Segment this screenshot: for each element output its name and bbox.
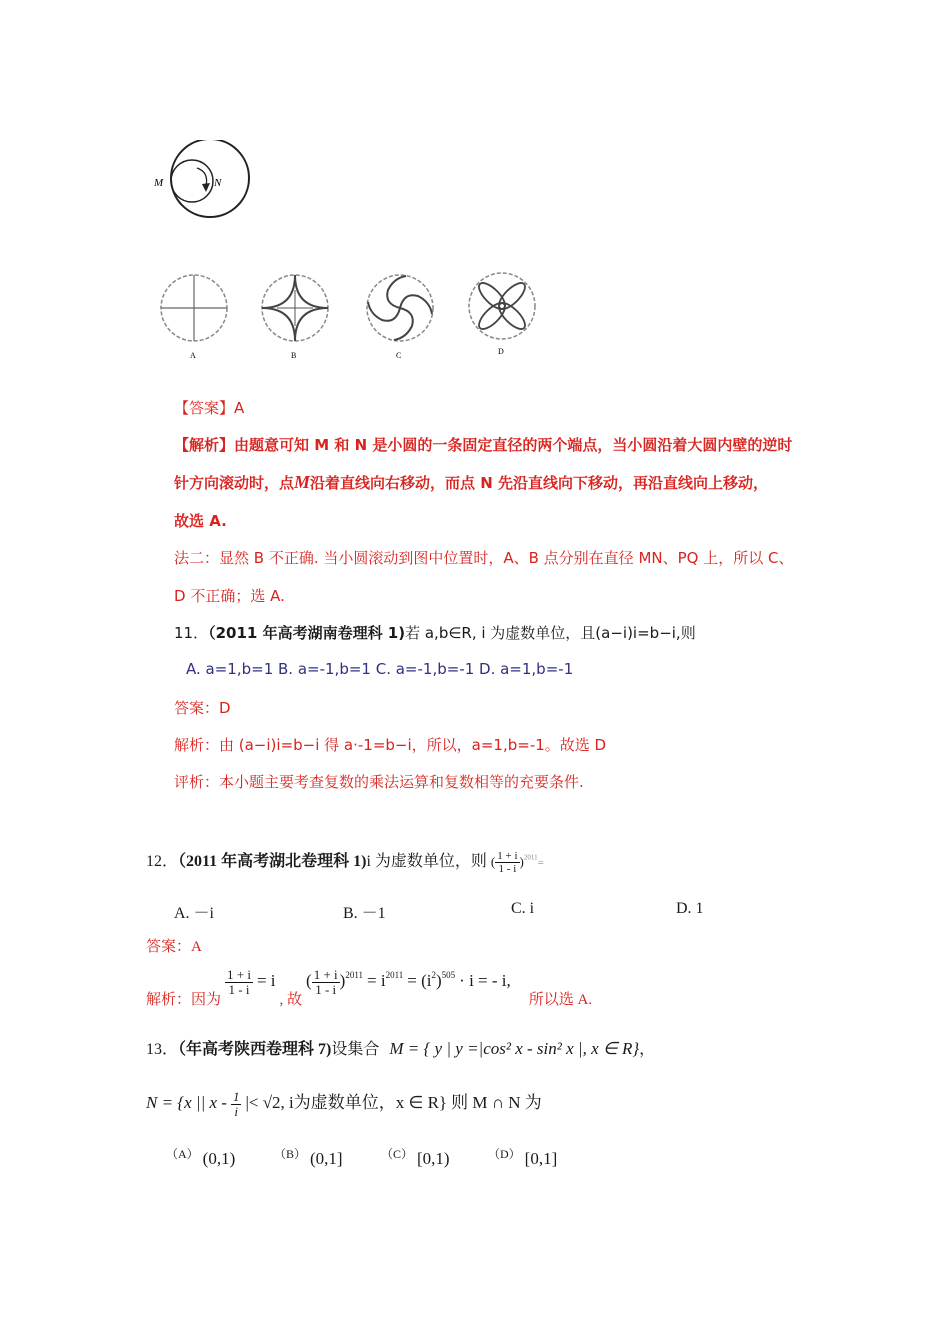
option-curve-A [161,275,227,341]
option-curves-figure [150,262,550,366]
q10-method2-line2: D 不正确；选 A. [174,587,285,605]
large-circle [171,140,249,217]
label-M: M [154,177,164,189]
q12-option-A: A. －i [174,905,215,922]
rolling-circle-figure [150,140,260,230]
q11-options: A. a=1,b=1 B. a=-1,b=1 C. a=-1,b=-1 D. a=1,b=-1 [186,660,574,678]
option-label-D: D [498,347,504,356]
q10-analysis-line1: 【解析】由题意可知 M 和 N 是小圆的一条固定直径的两个端点，当小圆沿着大圆内壁的逆时 [174,436,793,454]
q12-option-D: D. 1 [676,900,704,917]
q12-answer: 答案：A [146,939,202,955]
q13-option-A: $^{(A)}$ (0,1) [166,1147,236,1168]
q10-analysis-line2: 针方向滚动时，点M沿着直线向右移动，而点 N 先沿直线向下移动，再沿直线向上移动， [174,472,769,492]
label-N: N [214,177,222,189]
q13-set-N-frac: $\frac{1}{i}$ [232,1088,240,1119]
option-curve-D [469,273,535,339]
option-curve-B [262,275,328,341]
q12-analysis-frac1: $\frac{1 + i}{1 - i}$ [227,967,251,997]
q10-analysis-line3: 故选 A. [174,512,227,530]
q11-answer: 答案：D [174,699,231,717]
q10-method2-line1: 法二：显然 B 不正确. 当小圆滚动到图中位置时，A、B 点分别在直径 MN、PQ 上，所以 C、 [174,549,794,567]
arrow-head-icon [202,183,210,192]
q12-analysis: 解析：因为 $\frac{1 + i}{1 - i}$ = i , 故 ( $\frac{1 + i}{1 - i}$ )$^{2011} = i^{2011} = (i^2)^{505} \cdot i$ = - i, 所以选 A. [146,967,593,1009]
option-label-A: A [190,351,196,360]
q13-stem: 13．（年高考陕西卷理科 7)设集合 M = { y | y =|cos² x - sin² x |, x ∈ R}， [146,1039,656,1058]
q13-option-D: $^{(D)}$ [0,1] [488,1147,558,1168]
q12-option-C: C. i [511,900,535,917]
q12-option-B: B. －1 [343,905,386,922]
q12-fraction: $\frac{1 + i}{1 - i}$ [497,849,518,875]
q11-comment: 评析：本小题主要考查复数的乘法运算和复数相等的充要条件. [174,773,584,791]
q12-analysis-frac2: $\frac{1 + i}{1 - i}$ [313,967,338,997]
option-label-B: B [291,351,297,360]
rotation-arrow [197,168,207,186]
q13-option-C: $^{(C)}$ [0,1) [381,1147,450,1168]
q11-stem: 11．（2011 年高考湖南卷理科 1)若 a,b∈R, i 为虚数单位，且(a−i)i=b−i,则 [174,624,696,642]
option-label-C: C [396,351,402,360]
q13-option-B: $^{(B)}$ (0,1] [274,1147,343,1168]
q11-analysis: 解析：由 (a−i)i=b−i 得 a·-1=b−i，所以，a=1,b=-1。故选 D [174,736,607,754]
q13-set-N: N = {x || x - $\frac{1}{i}$ |< √2, i为虚数单位，x ∈ R} 则 M ∩ N 为 [146,1088,542,1119]
q13-set-M: M = { y | y =|cos² x - sin² x |, x ∈ R} [389,1039,640,1058]
option-curve-C [367,275,433,341]
q12-stem: 12．（2011 年高考湖北卷理科 1)i 为虚数单位，则 ( $\frac{1 + i}{1 - i}$ )$^{2011}$= [146,849,544,875]
q10-answer: 【答案】A [174,399,245,417]
